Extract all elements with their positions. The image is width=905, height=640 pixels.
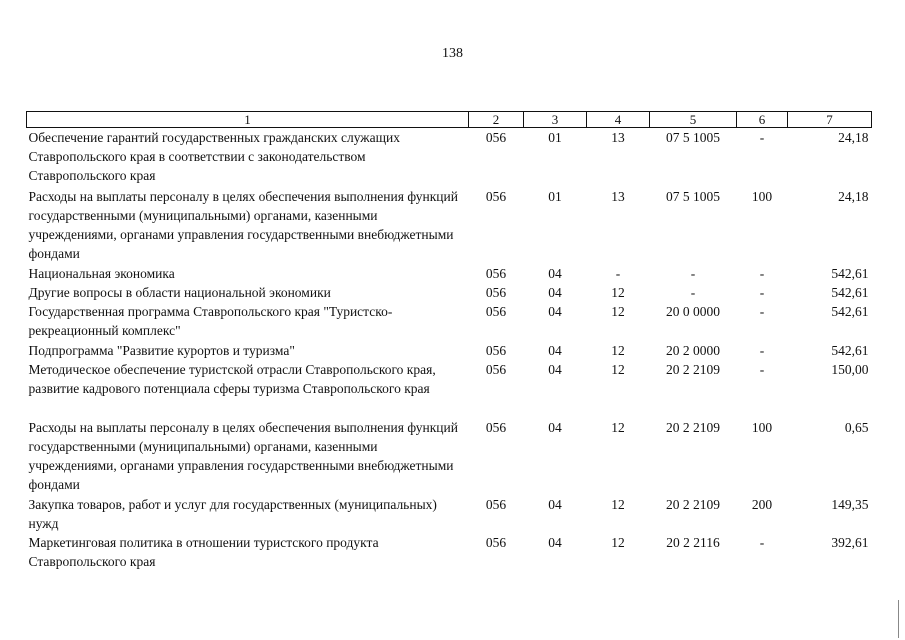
row-col5: 07 5 1005 <box>666 188 720 204</box>
row-name: Расходы на выплаты персоналу в целях обеспечения выполнения функций государственными (муниципальными) органами, казенными учреждениями, органами управления государственными внебюджетными фондами <box>28 188 458 261</box>
row-col2: 056 <box>485 534 507 550</box>
table-header-row <box>27 112 872 128</box>
row-col2: 056 <box>485 284 507 300</box>
row-col2: 056 <box>485 361 507 377</box>
row-col6: - <box>759 342 765 358</box>
budget-table <box>26 111 872 571</box>
row-col5: - <box>690 265 696 281</box>
row-col6: - <box>759 303 765 319</box>
row-name: Обеспечение гарантий государственных гражданских служащих Ставропольского края в соответствии с законодательством Ставропольского края <box>28 130 400 183</box>
row-col5: 20 2 2109 <box>666 419 720 435</box>
row-col3: 04 <box>548 361 562 377</box>
row-col7: 392,61 <box>831 534 869 550</box>
row-col6: 200 <box>751 496 773 512</box>
table-row <box>27 341 872 360</box>
row-col2: 056 <box>485 496 507 512</box>
row-col3: 04 <box>548 534 562 550</box>
row-col2: 056 <box>485 342 507 358</box>
table-row <box>27 418 872 495</box>
column-header: 4 <box>587 112 650 128</box>
row-col3: 04 <box>548 265 562 281</box>
table-row <box>27 495 872 533</box>
row-col4: 12 <box>611 534 625 550</box>
row-col4: 12 <box>611 303 625 319</box>
row-col4: 12 <box>611 419 625 435</box>
row-name: Методическое обеспечение туристской отрасли Ставропольского края, развитие кадрового потенциала сферы туризма Ставропольского края <box>28 361 436 396</box>
row-col7: 542,61 <box>831 284 869 300</box>
row-col5: 20 0 0000 <box>666 303 720 319</box>
row-col5: 20 2 2109 <box>666 361 720 377</box>
row-col6: - <box>759 361 765 377</box>
table-row <box>27 302 872 341</box>
row-col2: 056 <box>485 130 507 145</box>
column-header: 2 <box>469 112 524 128</box>
row-col6: - <box>759 284 765 300</box>
table-row <box>27 360 872 418</box>
row-col7: 149,35 <box>831 496 869 512</box>
column-header: 6 <box>737 112 788 128</box>
row-col7: 150,00 <box>831 361 869 377</box>
row-name: Национальная экономика <box>28 265 175 281</box>
row-col2: 056 <box>485 419 507 435</box>
row-col7: 24,18 <box>838 130 869 145</box>
row-col3: 04 <box>548 284 562 300</box>
row-col4: 12 <box>611 342 625 358</box>
column-header: 3 <box>524 112 587 128</box>
row-name: Маркетинговая политика в отношении туристского продукта Ставропольского края <box>28 534 379 569</box>
row-col5: 20 2 0000 <box>666 342 720 358</box>
row-col2: 056 <box>485 188 507 204</box>
row-name: Расходы на выплаты персоналу в целях обеспечения выполнения функций государственными (муниципальными) органами, казенными учреждениями, органами управления государственными внебюджетными фондами <box>28 419 458 492</box>
scan-edge-mark <box>898 600 899 638</box>
row-col4: - <box>615 265 621 281</box>
row-col2: 056 <box>485 265 507 281</box>
row-col2: 056 <box>485 303 507 319</box>
row-col3: 04 <box>548 342 562 358</box>
table-row <box>27 264 872 283</box>
table-row <box>27 128 872 187</box>
row-col6: 100 <box>751 188 773 204</box>
row-col6: - <box>759 265 765 281</box>
table-row <box>27 283 872 302</box>
table-row <box>27 533 872 571</box>
row-col7: 542,61 <box>831 265 869 281</box>
row-col5: 07 5 1005 <box>666 130 720 145</box>
row-name: Другие вопросы в области национальной экономики <box>28 284 331 300</box>
row-col4: 12 <box>611 496 625 512</box>
row-name: Государственная программа Ставропольского края "Туристско-рекреационный комплекс" <box>28 303 393 338</box>
row-col7: 0,65 <box>844 419 869 435</box>
row-col7: 542,61 <box>831 342 869 358</box>
row-col3: 04 <box>548 303 562 319</box>
row-col3: 01 <box>548 188 562 204</box>
row-col4: 12 <box>611 361 625 377</box>
row-col6: - <box>759 130 765 145</box>
row-col4: 13 <box>611 188 625 204</box>
row-col3: 01 <box>548 130 562 145</box>
row-col7: 24,18 <box>838 188 869 204</box>
row-col3: 04 <box>548 419 562 435</box>
row-col6: - <box>759 534 765 550</box>
row-col4: 12 <box>611 284 625 300</box>
column-header: 1 <box>27 112 469 128</box>
page-number: 138 <box>442 46 463 61</box>
row-col3: 04 <box>548 496 562 512</box>
row-name: Подпрограмма "Развитие курортов и туризма" <box>28 342 295 358</box>
table-row <box>27 187 872 264</box>
column-header: 7 <box>788 112 872 128</box>
row-col6: 100 <box>751 419 773 435</box>
row-col7: 542,61 <box>831 303 869 319</box>
row-col5: 20 2 2109 <box>666 496 720 512</box>
row-col5: 20 2 2116 <box>666 534 720 550</box>
column-header: 5 <box>650 112 737 128</box>
row-col4: 13 <box>611 130 625 145</box>
row-name: Закупка товаров, работ и услуг для государственных (муниципальных) нужд <box>28 496 437 531</box>
row-col5: - <box>690 284 696 300</box>
